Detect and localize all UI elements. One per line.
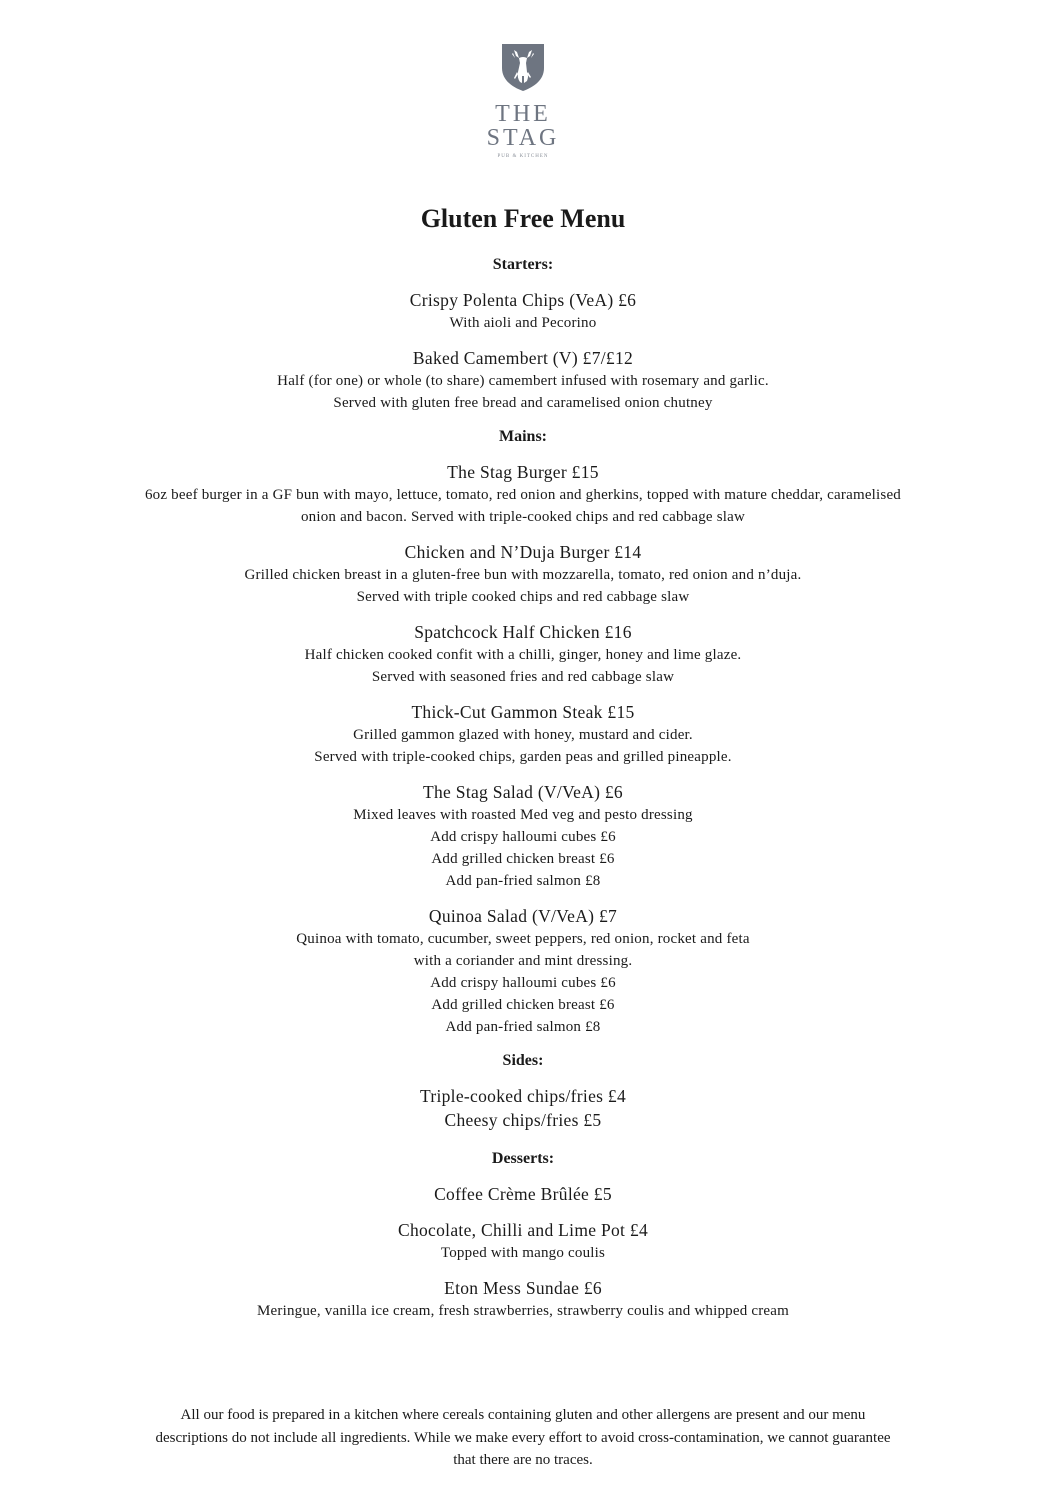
logo-tagline: PUB & KITCHEN [497, 154, 549, 159]
menu-item-description: Quinoa with tomato, cucumber, sweet peppers, red onion, rocket and feta [296, 931, 750, 947]
allergen-disclaimer [40, 1404, 1006, 1472]
menu-item-description: Grilled chicken breast in a gluten-free bun with mozzarella, tomato, red onion and n’duja. [244, 567, 802, 583]
menu-item [0, 540, 1046, 608]
disclaimer-line: descriptions do not include all ingredients. While we make every effort to avoid cross-contamination, we cannot guarantee [155, 1429, 891, 1446]
menu-item [0, 1276, 1046, 1322]
menu-item-title: Chocolate, Chilli and Lime Pot £4 [397, 1220, 648, 1240]
sides-list [0, 1084, 1046, 1132]
menu-item-title: Spatchcock Half Chicken £16 [414, 622, 632, 642]
section-heading-sides: Sides: [502, 1052, 544, 1069]
desserts-section [0, 1148, 1046, 1322]
menu-item-description: Served with seasoned fries and red cabbage slaw [371, 669, 675, 685]
menu-item-description: Served with triple-cooked chips, garden peas and grilled pineapple. [314, 749, 732, 765]
menu-item [0, 1182, 1046, 1206]
menu-content [0, 254, 1046, 1334]
menu-item-addon: Add grilled chicken breast £6 [431, 851, 615, 867]
menu-item-description: With aioli and Pecorino [449, 315, 597, 331]
menu-item [0, 346, 1046, 414]
menu-item [0, 460, 1046, 528]
menu-item-description: 6oz beef burger in a GF bun with mayo, lettuce, tomato, red onion and gherkins, topped with mature cheddar, caramelised [144, 487, 902, 503]
menu-item-description: Served with triple cooked chips and red cabbage slaw [356, 589, 690, 605]
stag-shield-icon [500, 42, 546, 92]
logo-name-line2: STAG [486, 125, 560, 151]
starters-section [0, 254, 1046, 414]
menu-item-description: Topped with mango coulis [440, 1245, 606, 1261]
menu-item-title: Crispy Polenta Chips (VeA) £6 [409, 290, 637, 310]
sides-section [0, 1050, 1046, 1132]
menu-item-description: Served with gluten free bread and caramelised onion chutney [333, 395, 713, 411]
menu-item-title: Eton Mess Sundae £6 [444, 1278, 602, 1298]
menu-item-addon: Add pan-fried salmon £8 [445, 873, 601, 889]
section-heading-mains: Mains: [499, 428, 547, 445]
menu-item-description: Mixed leaves with roasted Med veg and pesto dressing [353, 807, 693, 823]
menu-item-description: Half (for one) or whole (to share) camembert infused with rosemary and garlic. [277, 373, 769, 389]
menu-item [0, 288, 1046, 334]
menu-item [0, 620, 1046, 688]
menu-item-title: The Stag Salad (V/VeA) £6 [423, 782, 623, 802]
menu-item [0, 1218, 1046, 1264]
disclaimer-line: that there are no traces. [453, 1452, 593, 1468]
menu-item-addon: Add crispy halloumi cubes £6 [430, 975, 616, 991]
menu-item-description: with a coriander and mint dressing. [413, 953, 633, 969]
page-title: Gluten Free Menu [420, 204, 626, 233]
section-heading-desserts: Desserts: [491, 1150, 555, 1167]
menu-item-description: onion and bacon. Served with triple-cooked chips and red cabbage slaw [300, 509, 746, 525]
menu-item-title: Coffee Crème Brûlée £5 [434, 1184, 612, 1204]
logo-name-line1: THE [495, 101, 551, 127]
menu-item-title: Baked Camembert (V) £7/£12 [412, 348, 634, 368]
menu-item-description: Grilled gammon glazed with honey, mustard and cider. [353, 727, 693, 743]
menu-item [0, 780, 1046, 892]
menu-item-addon: Add pan-fried salmon £8 [445, 1019, 601, 1035]
section-heading-starters: Starters: [492, 256, 554, 273]
side-item: Triple-cooked chips/fries £4 [419, 1086, 627, 1106]
disclaimer-line: All our food is prepared in a kitchen where cereals containing gluten and other allergens are present and our menu [180, 1407, 866, 1423]
menu-item-description: Half chicken cooked confit with a chilli, ginger, honey and lime glaze. [304, 647, 742, 663]
mains-section [0, 426, 1046, 1038]
menu-item-addon: Add grilled chicken breast £6 [431, 997, 615, 1013]
menu-item-title: The Stag Burger £15 [447, 462, 599, 482]
menu-item-title: Thick-Cut Gammon Steak £15 [411, 702, 635, 722]
menu-item-description: Meringue, vanilla ice cream, fresh strawberries, strawberry coulis and whipped cream [256, 1303, 789, 1319]
menu-item-addon: Add crispy halloumi cubes £6 [430, 829, 616, 845]
menu-item-title: Chicken and N’Duja Burger £14 [404, 542, 642, 562]
menu-item-title: Quinoa Salad (V/VeA) £7 [428, 906, 618, 926]
logo [0, 42, 1046, 159]
menu-item [0, 700, 1046, 768]
menu-item [0, 904, 1046, 1038]
side-item: Cheesy chips/fries £5 [444, 1110, 602, 1130]
